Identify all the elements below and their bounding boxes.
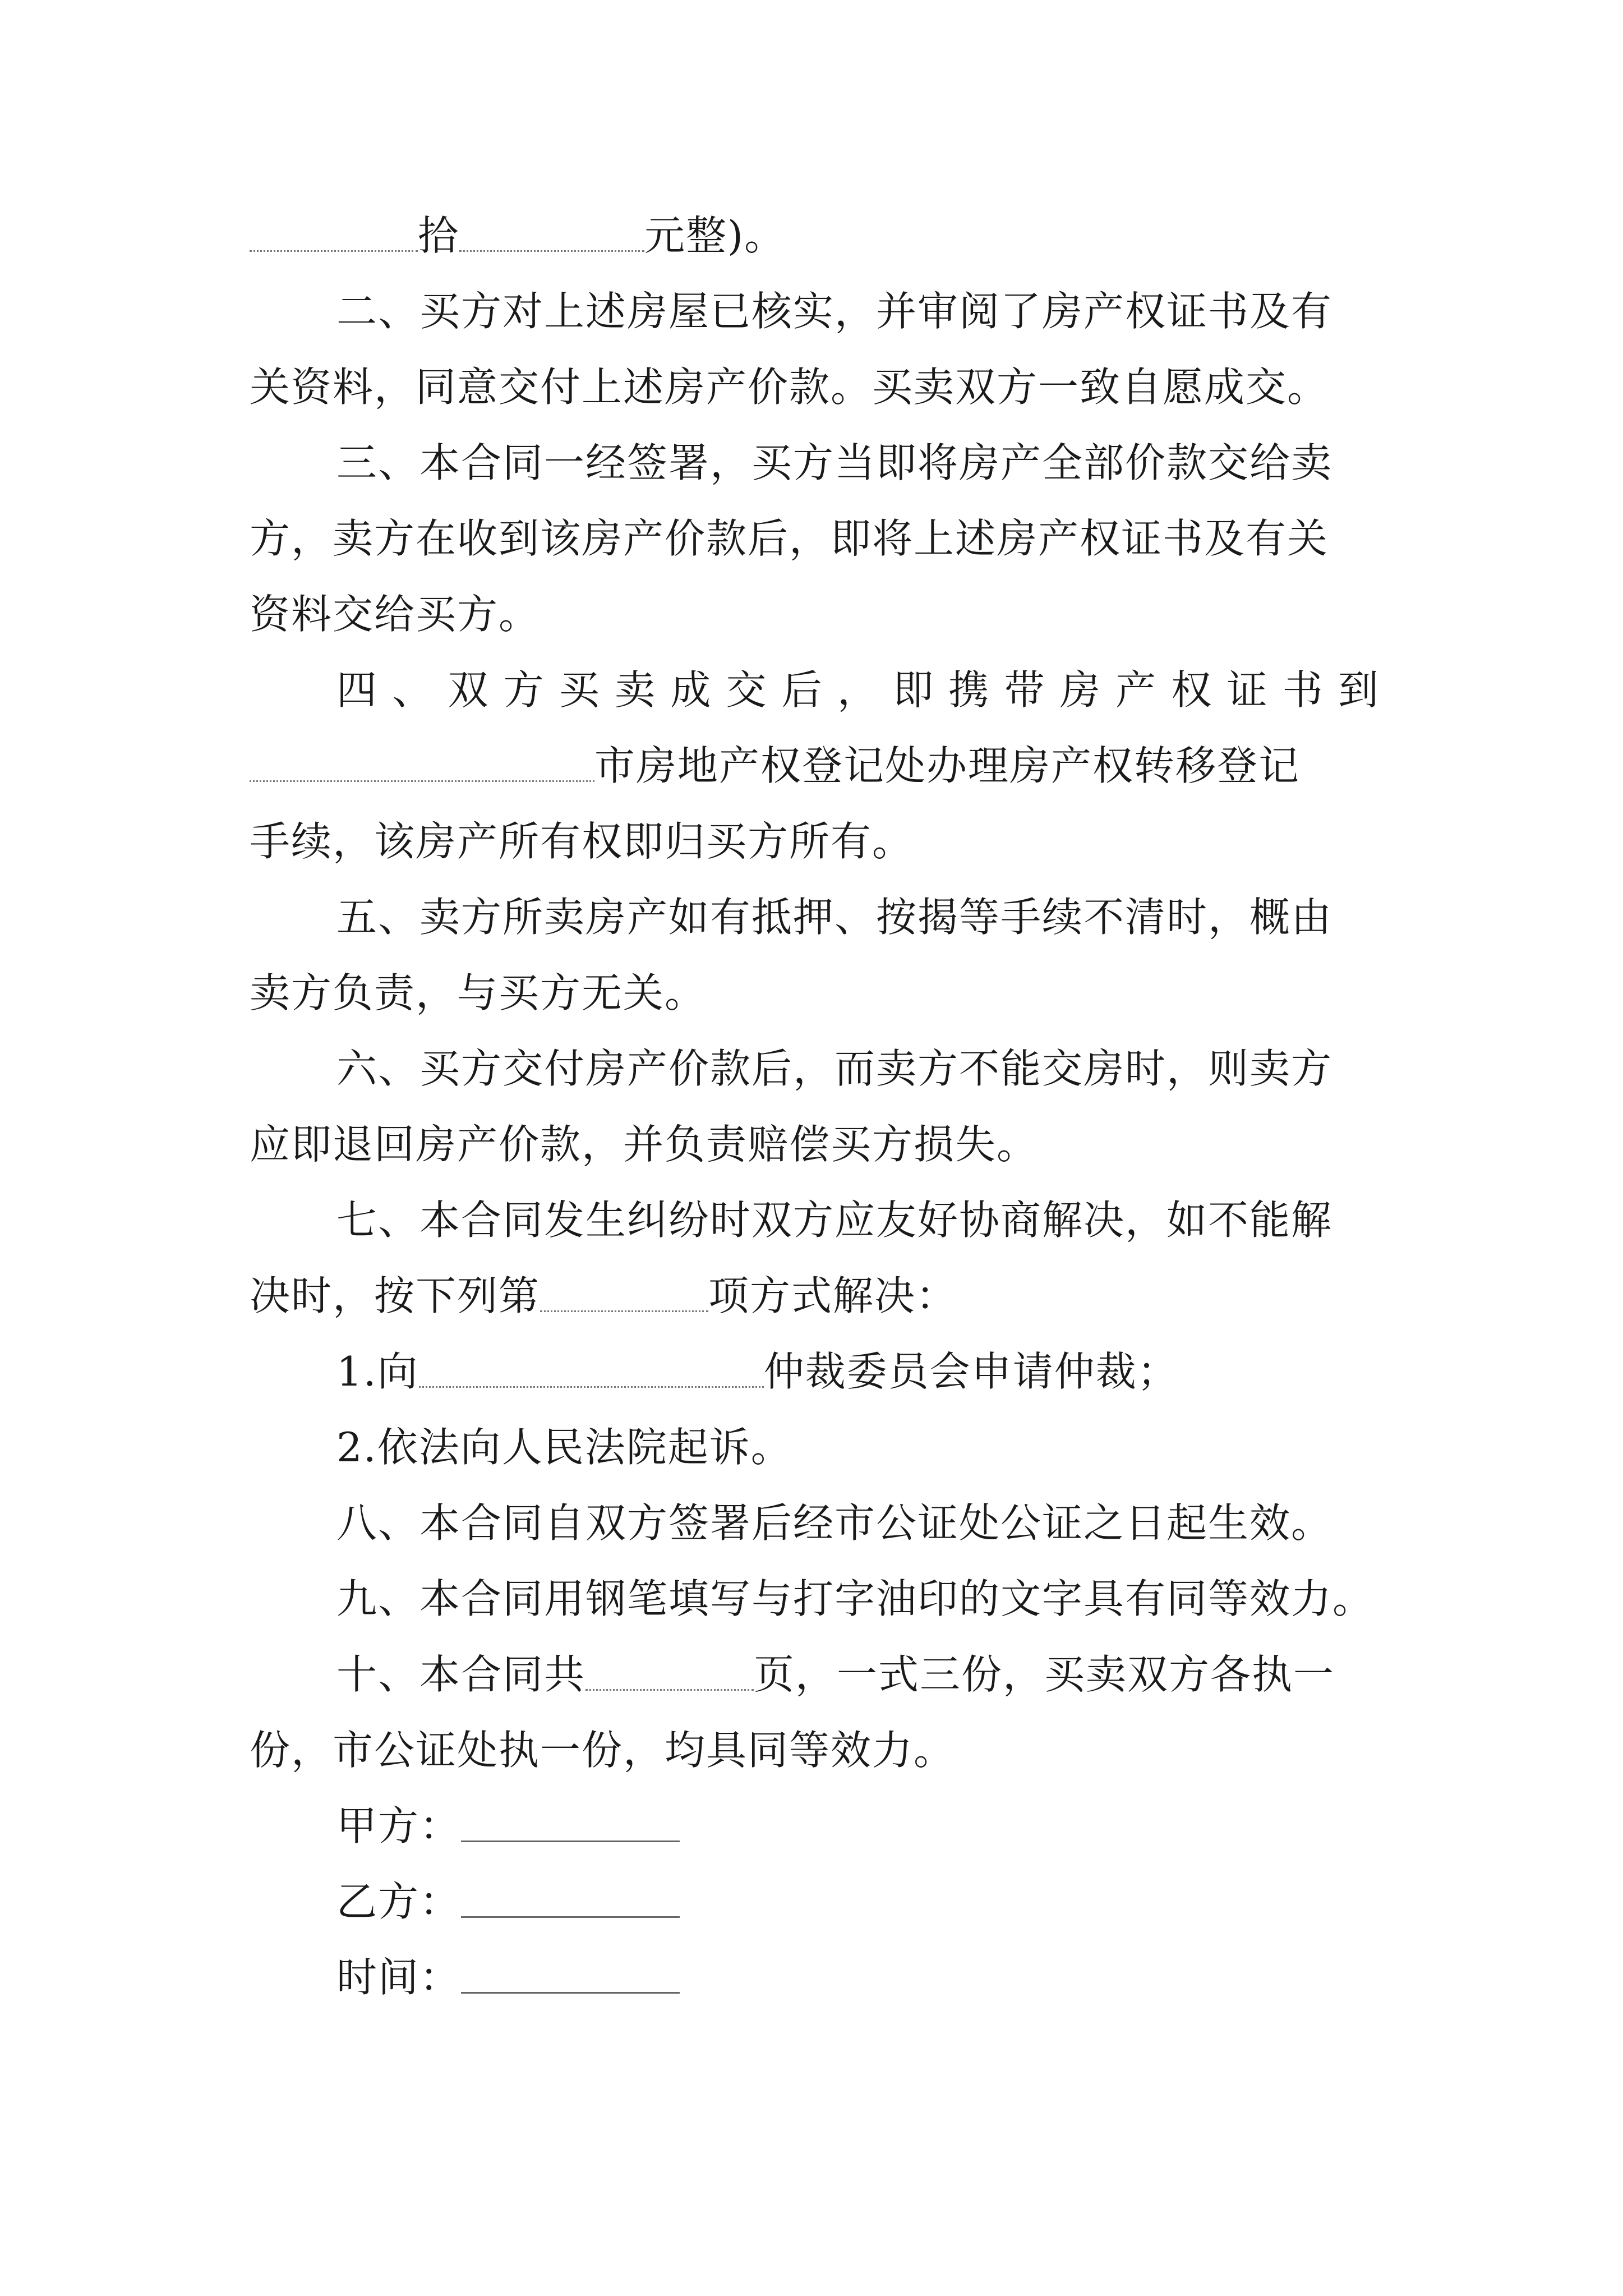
- arbitration-committee-blank[interactable]: [419, 1352, 764, 1388]
- option-one-prefix: 1.向: [336, 1348, 419, 1395]
- option-one-line: [336, 1343, 1179, 1400]
- clause-four-line-2: [250, 738, 1300, 794]
- party-b-label: 乙方：: [336, 1878, 462, 1925]
- clause-seven-line-1: 七、本合同发生纠纷时双方应友好协商解决，如不能解: [336, 1197, 1333, 1244]
- clause-seven-line-2: [250, 1268, 957, 1324]
- page-count-blank[interactable]: [585, 1655, 754, 1691]
- city-blank[interactable]: [250, 747, 594, 782]
- clause-five-line-1: 五、卖方所卖房产如有抵押、按揭等手续不清时，概由: [336, 894, 1333, 941]
- clause-six-line-2: 应即退回房产价款，并负责赔偿买方损失。: [250, 1121, 1039, 1168]
- clause-three-line-3: 资料交给买方。: [250, 591, 541, 638]
- clause-ten-line-2: 份，市公证处执一份，均具同等效力。: [250, 1727, 956, 1774]
- clause-seven-prefix: 决时，按下列第: [250, 1272, 541, 1319]
- clause-one-amount-line: [250, 208, 786, 264]
- party-a-blank[interactable]: [461, 1807, 680, 1842]
- clause-nine-line: 九、本合同用钢笔填写与打字油印的文字具有同等效力。: [336, 1575, 1375, 1622]
- clause-four-line-2-text: 市房地产权登记处办理房产权转移登记: [594, 742, 1301, 789]
- amount-unit-shi: 拾: [418, 212, 460, 259]
- signature-party-a: [336, 1798, 680, 1854]
- date-label: 时间：: [336, 1954, 462, 2001]
- clause-ten-suffix: 页，一式三份，买卖双方各执一: [754, 1651, 1335, 1698]
- option-two-line: 2.依法向人民法院起诉。: [336, 1424, 792, 1471]
- clause-three-line-1: 三、本合同一经签署，买方当即将房产全部价款交给卖: [336, 439, 1333, 486]
- resolution-method-blank[interactable]: [540, 1277, 708, 1312]
- clause-two-line-2: 关资料，同意交付上述房产价款。买卖双方一致自愿成交。: [250, 364, 1329, 411]
- option-one-suffix: 仲裁委员会申请仲裁；: [763, 1348, 1179, 1395]
- clause-seven-suffix: 项方式解决：: [708, 1272, 958, 1319]
- clause-ten-line-1: [336, 1646, 1335, 1703]
- party-b-blank[interactable]: [461, 1883, 680, 1918]
- clause-four-line-1: 四、双方买卖成交后，即携带房产权证书到: [336, 666, 1380, 714]
- clause-six-line-1: 六、买方交付房产价款后，而卖方不能交房时，则卖方: [336, 1045, 1333, 1092]
- party-a-label: 甲方：: [336, 1802, 462, 1849]
- signature-date: [336, 1949, 680, 2005]
- clause-five-line-2: 卖方负责，与买方无关。: [250, 969, 707, 1016]
- amount-suffix: 元整)。: [644, 212, 786, 259]
- clause-ten-prefix: 十、本合同共: [336, 1651, 586, 1698]
- clause-two-line-1: 二、买方对上述房屋已核实，并审阅了房产权证书及有: [336, 288, 1333, 335]
- clause-eight-line: 八、本合同自双方签署后经市公证处公证之日起生效。: [336, 1499, 1333, 1547]
- clause-three-line-2: 方，卖方在收到该房产价款后，即将上述房产权证书及有关: [250, 515, 1329, 562]
- clause-four-line-3: 手续，该房产所有权即归买方所有。: [250, 818, 914, 865]
- signature-party-b: [336, 1874, 680, 1930]
- date-blank[interactable]: [461, 1958, 680, 1994]
- amount-blank-2[interactable]: [459, 217, 644, 252]
- amount-blank-1[interactable]: [250, 217, 418, 252]
